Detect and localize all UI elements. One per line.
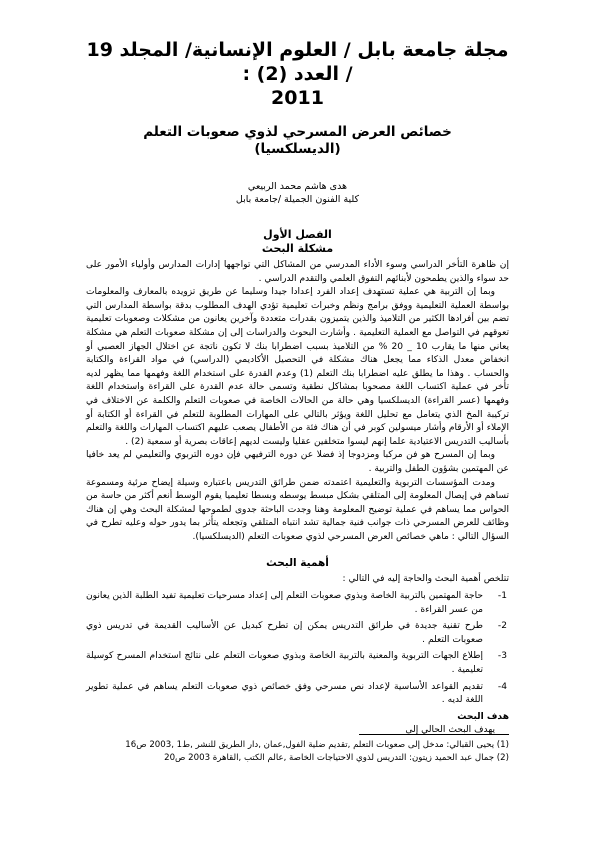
goal-heading: هدف البحث bbox=[457, 711, 509, 722]
paragraph: وبما إن المسرح هو فن مركبا ومزدوجا إذ فضلا عن دوره الترفيهي فإن دوره التربوي والتعليمي لم يعد خافيا عن المهتمين بشؤون الطفل والتربية . bbox=[86, 450, 509, 474]
list-item-text: حاجة المهتمين بالتربية الخاصة وبذوي صعوبات التعلم إلى إعداد مسرحيات تعليمية تفيد الطلبة الذين يعانون من عسر القراءة . bbox=[86, 591, 483, 615]
journal-header-line2: 2011 bbox=[271, 87, 324, 109]
importance-heading: أهمية البحث bbox=[266, 557, 329, 570]
list-item-number: 4- bbox=[497, 681, 507, 692]
journal-header-line1: مجلة جامعة بابل / العلوم الإنسانية/ المجلد 19 / العدد (2) : bbox=[86, 39, 509, 85]
paragraph: ومدت المؤسسات التربوية والتعليمية اعتمدته ضمن طرائق التدريس باعتباره وسيلة إيضاح مرئية ومسموعة تساهم في إيصال المعلومة إلى المتلقي بشكل مبسط يوسطه وبسطا تعليميا يقوم الوسط أنعم أكثر من حاسة من الحواس مما يساهم في عملية توضيح المعلومة وهنا وجدت الباحثة جدوى لطموحها لمشكلة البحث وهي إن هناك وظائف للعرض المسرحي ذات جوانب فنية جمالية تشد انتباه المتلقي وتجعله يتأثر بما يدور حوله وعليه تطرح في السؤال التالي : ماهي خصائص العرض المسرحي لذوي صعوبات التعلم (الديسلكسيا). bbox=[86, 477, 509, 542]
chapter-label: الفصل الأول bbox=[263, 228, 332, 241]
list-item-number: 2- bbox=[497, 621, 507, 632]
list-item-number: 1- bbox=[497, 591, 507, 602]
importance-list bbox=[86, 590, 509, 708]
author-affiliation: كلية الفنون الجميلة /جامعة بابل bbox=[235, 194, 360, 205]
list-item-text: تقديم القواعد الأساسية لإعداد نص مسرحي وفق خصائص ذوي صعوبات التعلم يساهم في عملية تطوير اللغة لديه . bbox=[86, 681, 483, 706]
importance-intro: تتلخص أهمية البحث والحاجة إليه في التالي : bbox=[342, 574, 509, 585]
paragraph: إن ظاهرة التأخر الدراسي وسوء الأداء المدرسي من المشاكل التي تواجهها إدارات المدارس وأولياء الأمور على حد سواء والذين يطمحون لأبنائهم التفوق العلمي والتقدم الدراسي . bbox=[86, 260, 509, 284]
list-item bbox=[86, 650, 507, 677]
chapter-heading bbox=[86, 228, 509, 256]
problem-section bbox=[86, 259, 509, 544]
paper-title-line2: (الديسلكسيا) bbox=[254, 141, 341, 157]
footnote-divider bbox=[359, 734, 509, 735]
footnote-1: (1) يحيى القبالي: مدخل إلى صعوبات التعلم ,تقديم ضلية الفول,عمان ,دار الطريق للنشر ,ط1 ,2003 ص16 bbox=[125, 740, 509, 750]
list-item-text: إطلاع الجهات التربوية والمعنية بالتربية الخاصة وبذوي صعوبات التعلم على نتائج استخدام المسرح كوسيلة تعليمية . bbox=[86, 651, 483, 676]
footnotes bbox=[86, 734, 509, 765]
goal-text: يهدف البحث الحالي إلى bbox=[405, 725, 495, 736]
problem-heading: مشكلة البحث bbox=[261, 242, 334, 255]
author-block bbox=[86, 180, 509, 206]
footnote-2: (2) جمال عبد الحميد زيتون: التدريس لذوي الاحتياجات الخاصة ,عالم الكتب ,القاهرة 2003 ص20 bbox=[164, 753, 509, 763]
journal-header bbox=[86, 38, 509, 110]
list-item-number: 3- bbox=[497, 651, 507, 662]
list-item-text: طرح تقنية جديدة في طرائق التدريس يمكن إن تطرح كبديل عن الأساليب القديمة في تدريس ذوي صعوبات التعلم . bbox=[86, 621, 483, 645]
paragraph: وبما إن التربية هي عملية تستهدف إعداد الفرد إعدادا جيدا وسليما عن طريق تزويده بالمعارف والمعلومات بواسطة العملية التعليمية ووفق برامج ونظم وخبرات تعليمية تؤدي الهدف المطلوب بدقة بواسطة المدارس التي تضم بين أفرادها الكثير من التلاميذ والذين يتميزون بقدرات متعددة وآخرين يعانون من مشكلات وصعوبات تعليمية تعوقهم في التواصل مع العملية التعليمية . وأشارت البحوث والدراسات إلى إن مشكلة صعوبات التعلم هي مشكلة يعاني منها ما يقارب 10 _ 20 % من التلاميذ بسبب اضطرابا بنك لا تكون ناتجة عن اختلال الجهاز العصبي أو انخفاض معدل الذكاء مما يجعل هناك مشكلة في التحصيل الأكاديمي (الدراسي) في مواد القراءة والكتابة والحساب . وهذا ما يطلق عليه اضطرابا بنك التعلم (1) وعدم القدرة على استخدام اللغة وفهمها مما يظهر لديه تأخر في عملية اكتساب اللغة مصحوبا بمشاكل نطقية وتسمى حالة عدم القدرة على القراءة واستخدام اللغة وفهمها (عسر القراءة) الديسلكسيا وهي حالة من الحالات الخاصة في صعوبات التعلم والكلمة عن الاختلاف في تركيبة المخ الذي يتعامل مع تحليل اللغة ويؤثر بالتالي على المهارات المطلوبة للتعلم في القراءة أو الكتابة أو الإملاء أو الأرقام وأشار ميسولين كوبر في أن هناك فئة من الأطفال يصعب عليهم اكتساب المهارات واللغة والتعلم بأساليب التدريس الاعتيادية علما إنهم ليسوا متخلفين عقليا وليست لديهم إعاقات بصرية أو سمعية (2) . bbox=[86, 287, 510, 447]
list-item bbox=[86, 620, 507, 647]
list-item bbox=[86, 590, 507, 617]
importance-section bbox=[86, 573, 509, 738]
paper-title bbox=[86, 124, 509, 158]
list-item bbox=[86, 681, 507, 708]
paper-title-line1: خصائص العرض المسرحي لذوي صعوبات التعلم bbox=[143, 124, 452, 140]
author-name: هدى هاشم محمد الربيعي bbox=[247, 181, 348, 192]
